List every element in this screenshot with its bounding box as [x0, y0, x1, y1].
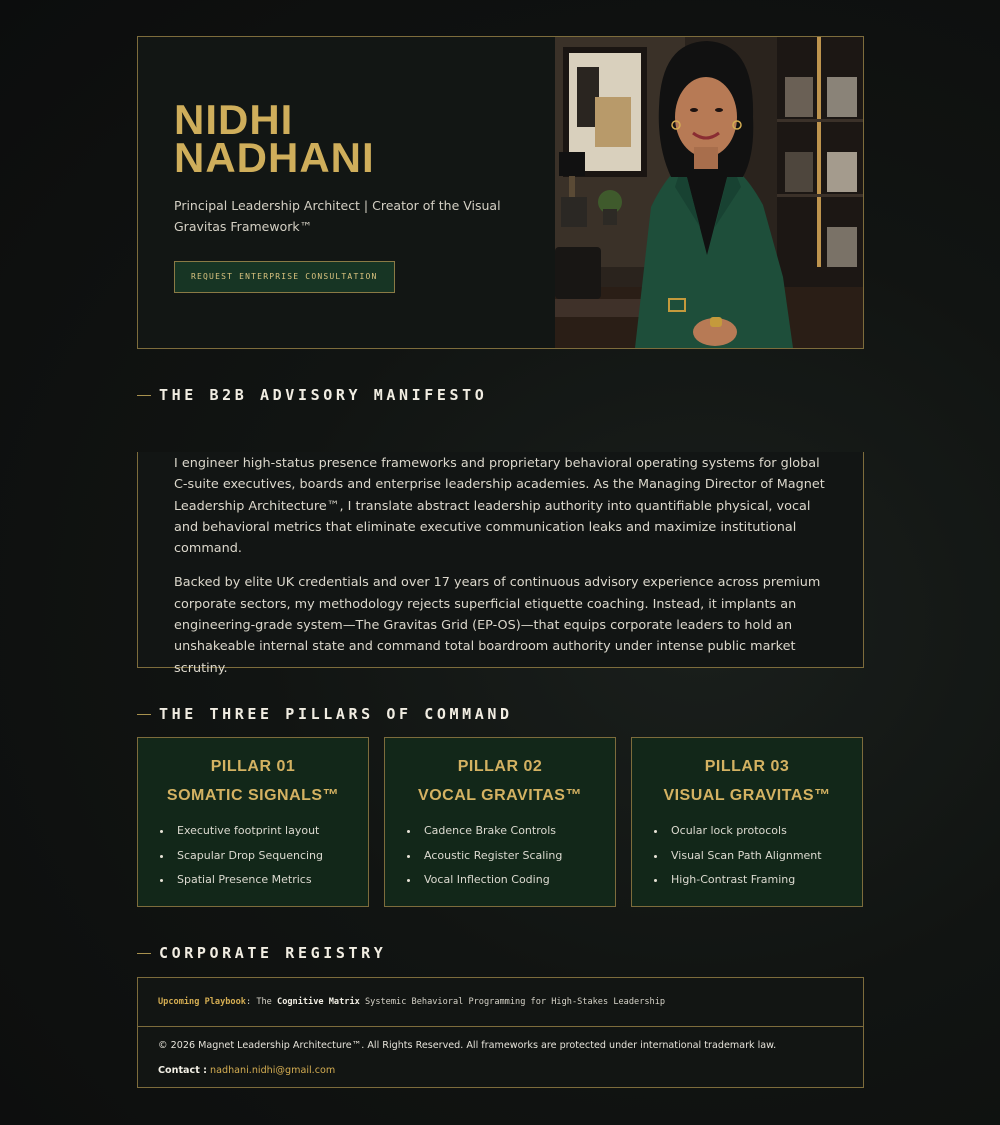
heading-dash: [137, 953, 151, 954]
copyright-text: © 2026 Magnet Leadership Architecture™. All Rights Reserved. All frameworks are protected under international trademark law.: [158, 1040, 777, 1051]
portrait-photo: [555, 37, 863, 348]
pillar-point: Cadence Brake Controls: [407, 819, 615, 844]
request-consultation-button[interactable]: REQUEST ENTERPRISE CONSULTATION: [174, 261, 395, 293]
hero-name-last: NADHANI: [174, 134, 375, 181]
pillar-title: VISUAL GRAVITAS™: [663, 787, 831, 804]
pillar-number: PILLAR 03: [704, 758, 790, 775]
pillars-heading-text: THE THREE PILLARS OF COMMAND: [159, 705, 513, 723]
manifesto-heading-text: THE B2B ADVISORY MANIFESTO: [159, 386, 488, 404]
registry-footer: [138, 1027, 863, 1076]
playbook-separator: : The: [245, 997, 278, 1007]
playbook-description: Systemic Behavioral Programming for High-Stakes Leadership: [359, 997, 666, 1007]
playbook-title: Cognitive Matrix: [277, 997, 360, 1007]
registry-heading-text: CORPORATE REGISTRY: [159, 944, 387, 962]
manifesto-paragraph-1: I engineer high-status presence frameworks and proprietary behavioral operating systems for global C-suite executives, boards and enterprise leadership academies. As the Managing Director of Magnet Leadership Architecture™, I translate abstract leadership authority into quantifiable physical, vocal and behavioral metrics that eliminate executive communication leaks and maximize institutional command.: [174, 456, 825, 557]
pillar-card-vocal[interactable]: [384, 737, 616, 907]
pillar-point: Acoustic Register Scaling: [407, 844, 615, 869]
pillar-number: PILLAR 02: [457, 758, 543, 775]
heading-dash: [137, 714, 151, 715]
registry-heading: [137, 944, 386, 962]
hero-subtitle: Principal Leadership Architect | Creator of the Visual Gravitas Framework™: [174, 198, 501, 234]
pillar-point: Visual Scan Path Alignment: [654, 844, 862, 869]
hero-section: [137, 36, 864, 349]
pillars-grid: [137, 737, 864, 907]
manifesto-heading: [137, 386, 487, 404]
pillar-card-visual[interactable]: [631, 737, 863, 907]
contact-label: Contact :: [158, 1065, 207, 1076]
manifesto-box: [137, 452, 864, 676]
manifesto-paragraph-2: Backed by elite UK credentials and over 17 years of continuous advisory experience across premium corporate sectors, my methodology rejects superficial etiquette coaching. Instead, it implants an engineering-grade system—The Gravitas Grid (EP-OS)—that equips corporate leaders to hold an unshakeable internal state and command total boardroom authority under intense public market scrutiny.: [174, 575, 821, 676]
pillar-title: VOCAL GRAVITAS™: [418, 787, 582, 804]
pillar-point: Executive footprint layout: [160, 819, 368, 844]
pillar-point: Scapular Drop Sequencing: [160, 844, 368, 869]
portrait-illustration: [555, 37, 863, 348]
hero-name-first: NIDHI: [174, 96, 294, 143]
playbook-label: Upcoming Playbook: [158, 997, 246, 1007]
pillar-number: PILLAR 01: [210, 758, 296, 775]
pillar-point: High-Contrast Framing: [654, 868, 862, 893]
pillar-points: [632, 819, 862, 893]
pillar-point: Spatial Presence Metrics: [160, 868, 368, 893]
pillar-points: [385, 819, 615, 893]
pillar-point: Vocal Inflection Coding: [407, 868, 615, 893]
pillar-point: Ocular lock protocols: [654, 819, 862, 844]
pillar-card-somatic[interactable]: [137, 737, 369, 907]
pillars-heading: [137, 705, 513, 723]
hero-text: [138, 37, 555, 348]
contact-line: [158, 1065, 863, 1076]
registry-box: [137, 977, 864, 1088]
upcoming-playbook-line: [138, 978, 863, 1027]
contact-email-link[interactable]: nadhani.nidhi@gmail.com: [210, 1065, 336, 1076]
heading-dash: [137, 395, 151, 396]
hero-name: [174, 96, 555, 181]
pillar-points: [138, 819, 368, 893]
pillar-title: SOMATIC SIGNALS™: [166, 787, 340, 804]
